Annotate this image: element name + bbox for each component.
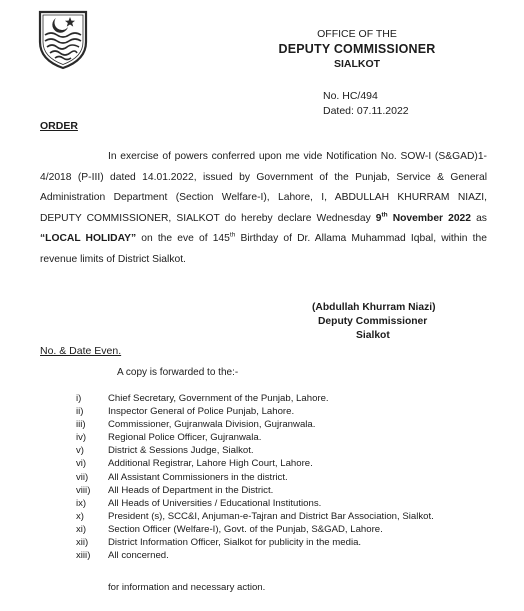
closing-text: for information and necessary action.	[108, 582, 266, 593]
item-text: Commissioner, Gujranwala Division, Gujranwala.	[108, 419, 316, 431]
item-text: Chief Secretary, Government of the Punjab, Lahore.	[108, 393, 329, 404]
punjab-emblem-icon	[34, 8, 92, 70]
date-day: 9	[375, 212, 382, 224]
list-item	[76, 510, 496, 523]
recipients-list	[76, 392, 496, 562]
list-item	[76, 523, 496, 536]
item-text: Section Officer (Welfare-I), Govt. of the Punjab, S&GAD, Lahore.	[108, 523, 383, 535]
item-text: Inspector General of Police Punjab, Lahore.	[108, 406, 295, 418]
reference-number: No. HC/494	[323, 90, 378, 102]
order-text-part-1: In exercise of powers conferred upon me vide Notification No. SOW-I (S&GAD)1-4/2018 (P-III) dated 14.01.2022, issued by Government of the Punjab, Service & General Administration Department (Section Welfare-I), Lahore, I, ABDULLAH KHURRAM NIAZI, DEPUTY COMMISSIONER, SIALKOT do hereby declare Wednesday	[40, 151, 487, 224]
list-item	[76, 444, 496, 457]
office-line-3: SIALKOT	[333, 58, 381, 70]
item-text: All Heads of Universities / Educational Institutions.	[108, 497, 322, 509]
order-text-part-2: on the eve of 145	[141, 233, 230, 244]
item-number: viii)	[76, 484, 91, 496]
item-number: vi)	[76, 458, 87, 470]
list-item	[76, 457, 496, 470]
date-rest: November 2022	[392, 212, 472, 224]
item-text: District & Sessions Judge, Sialkot.	[108, 445, 254, 457]
item-number: xii)	[76, 537, 89, 549]
copy-forward-text: A copy is forwarded to the:-	[117, 367, 239, 378]
list-item	[76, 418, 496, 431]
birthday-suffix: th	[229, 231, 236, 239]
office-line-1: OFFICE OF THE	[317, 28, 397, 40]
signatory-place: Sialkot	[356, 330, 390, 341]
list-item	[76, 392, 496, 405]
item-text: All concerned.	[108, 550, 169, 562]
item-text: Regional Police Officer, Gujranwala.	[108, 432, 262, 444]
list-item	[76, 497, 496, 510]
dated: Dated: 07.11.2022	[323, 105, 409, 117]
no-and-date: No. & Date Even.	[40, 345, 122, 357]
item-text: All Heads of Department in the District.	[108, 484, 274, 496]
item-text: President (s), SCC&I, Anjuman-e-Tajran and District Bar Association, Sialkot.	[108, 510, 434, 522]
item-number: v)	[76, 445, 84, 457]
item-number: i)	[76, 393, 82, 404]
order-text-part-3: Birthday of Dr. Allama Muhammad Iqbal, within the revenue limits of District Sialkot.	[40, 233, 487, 265]
signature-block	[312, 301, 482, 343]
order-body	[40, 147, 487, 270]
item-number: ii)	[76, 406, 84, 418]
item-number: xi)	[76, 523, 87, 535]
item-text: All Assistant Commissioners in the district.	[108, 471, 288, 483]
signatory-designation: Deputy Commissioner	[318, 316, 428, 327]
list-item	[76, 471, 496, 484]
list-item	[76, 549, 496, 562]
item-number: x)	[76, 510, 84, 522]
item-number: iii)	[76, 419, 86, 431]
date-suffix: th	[381, 211, 388, 219]
item-number: xiii)	[76, 550, 91, 562]
as-text: as	[476, 212, 487, 224]
list-item	[76, 484, 496, 497]
list-item	[76, 536, 496, 549]
office-header	[262, 27, 452, 72]
item-number: vii)	[76, 471, 89, 483]
reference-block	[323, 89, 409, 119]
list-item	[76, 431, 496, 444]
item-number: ix)	[76, 497, 87, 509]
item-number: iv)	[76, 432, 87, 444]
item-text: District Information Officer, Sialkot for publicity in the media.	[108, 537, 362, 549]
office-line-2: DEPUTY COMMISSIONER	[278, 42, 436, 56]
order-heading: ORDER	[40, 120, 78, 132]
signatory-name: (Abdullah Khurram Niazi)	[312, 302, 436, 313]
list-item	[76, 405, 496, 418]
item-text: Additional Registrar, Lahore High Court, Lahore.	[108, 458, 313, 470]
local-holiday: “LOCAL HOLIDAY”	[40, 233, 137, 244]
